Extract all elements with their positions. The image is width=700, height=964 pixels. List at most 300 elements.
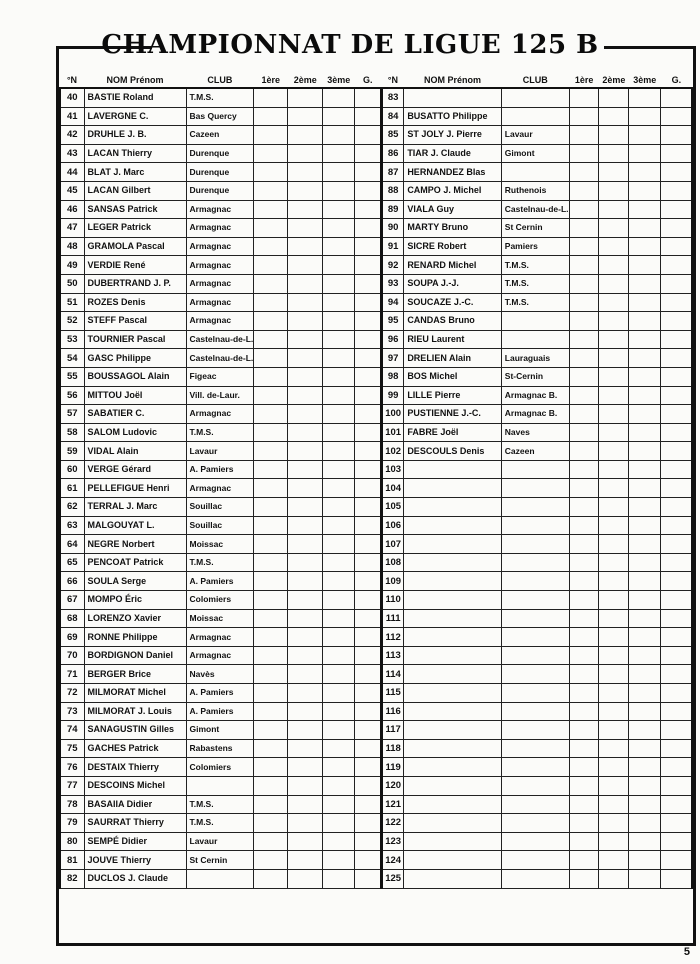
entry-name — [404, 591, 501, 610]
table-row — [382, 516, 692, 535]
entry-number: 60 — [60, 460, 84, 479]
entry-club: Castelnau-de-L. — [501, 200, 569, 219]
entry-name: BASTIE Roland — [84, 88, 186, 107]
result-first-cell — [254, 758, 288, 777]
result-first-cell — [569, 535, 599, 554]
entry-name: FABRE Joël — [404, 423, 501, 442]
entry-club: A. Pamiers — [186, 572, 254, 591]
result-g-cell — [355, 274, 381, 293]
result-first-cell — [254, 869, 288, 888]
table-row — [60, 739, 381, 758]
entry-club: Souillac — [186, 516, 254, 535]
entry-name: BERGER Brice — [84, 665, 186, 684]
result-second-cell — [288, 274, 323, 293]
result-first-cell — [569, 442, 599, 461]
result-g-cell — [355, 646, 381, 665]
result-g-cell — [355, 869, 381, 888]
entry-name: LACAN Gilbert — [84, 181, 186, 200]
entry-name: BLAT J. Marc — [84, 163, 186, 182]
result-third-cell — [323, 386, 355, 405]
entry-name: ST JOLY J. Pierre — [404, 126, 501, 145]
result-second-cell — [599, 107, 629, 126]
entry-number: 42 — [60, 126, 84, 145]
table-row — [60, 851, 381, 870]
col-header-second: 2ème — [599, 72, 629, 88]
result-first-cell — [569, 144, 599, 163]
result-g-cell — [661, 591, 692, 610]
table-row — [382, 535, 692, 554]
result-g-cell — [355, 832, 381, 851]
result-first-cell — [254, 256, 288, 275]
entry-name — [404, 684, 501, 703]
result-g-cell — [355, 776, 381, 795]
entry-name: TOURNIER Pascal — [84, 330, 186, 349]
table-row — [382, 405, 692, 424]
result-first-cell — [569, 237, 599, 256]
result-second-cell — [599, 721, 629, 740]
result-first-cell — [569, 665, 599, 684]
result-first-cell — [569, 516, 599, 535]
entry-name: SOUCAZE J.-C. — [404, 293, 501, 312]
entry-number: 77 — [60, 776, 84, 795]
entry-number: 101 — [382, 423, 404, 442]
entry-number: 61 — [60, 479, 84, 498]
entry-number: 124 — [382, 851, 404, 870]
entry-name: BASAIIA Didier — [84, 795, 186, 814]
result-g-cell — [661, 405, 692, 424]
entry-club — [501, 832, 569, 851]
table-row — [60, 702, 381, 721]
result-third-cell — [629, 237, 661, 256]
entry-name: PENCOAT Patrick — [84, 553, 186, 572]
entry-club — [501, 851, 569, 870]
table-row — [382, 163, 692, 182]
result-g-cell — [355, 684, 381, 703]
table-row — [60, 553, 381, 572]
result-second-cell — [288, 646, 323, 665]
entry-club: Souillac — [186, 498, 254, 517]
result-second-cell — [599, 330, 629, 349]
entry-name — [404, 498, 501, 517]
entry-club: Armagnac B. — [501, 386, 569, 405]
entry-name — [404, 814, 501, 833]
result-first-cell — [569, 739, 599, 758]
entry-number: 70 — [60, 646, 84, 665]
entry-number: 69 — [60, 628, 84, 647]
result-third-cell — [629, 144, 661, 163]
entry-name: VERGE Gérard — [84, 460, 186, 479]
result-third-cell — [629, 256, 661, 275]
table-row — [382, 237, 692, 256]
result-first-cell — [569, 851, 599, 870]
result-second-cell — [599, 163, 629, 182]
entry-club — [186, 869, 254, 888]
entry-name — [404, 479, 501, 498]
result-first-cell — [569, 832, 599, 851]
table-row — [60, 237, 381, 256]
entry-club: T.M.S. — [186, 553, 254, 572]
entry-club: Castelnau-de-L. — [186, 330, 254, 349]
result-second-cell — [288, 237, 323, 256]
result-third-cell — [629, 107, 661, 126]
entry-name: STEFF Pascal — [84, 312, 186, 331]
entry-number: 40 — [60, 88, 84, 107]
entry-number: 111 — [382, 609, 404, 628]
result-g-cell — [355, 88, 381, 107]
result-first-cell — [569, 721, 599, 740]
entry-name: RENARD Michel — [404, 256, 501, 275]
entry-club: Armagnac — [186, 479, 254, 498]
table-row — [60, 405, 381, 424]
result-g-cell — [661, 163, 692, 182]
entry-club — [501, 330, 569, 349]
result-second-cell — [288, 386, 323, 405]
result-g-cell — [661, 814, 692, 833]
result-first-cell — [254, 423, 288, 442]
entry-number: 102 — [382, 442, 404, 461]
result-second-cell — [599, 405, 629, 424]
entry-number: 95 — [382, 312, 404, 331]
result-first-cell — [569, 293, 599, 312]
result-second-cell — [288, 795, 323, 814]
result-first-cell — [569, 163, 599, 182]
result-g-cell — [661, 479, 692, 498]
entry-number: 85 — [382, 126, 404, 145]
entry-club: Armagnac — [186, 274, 254, 293]
result-third-cell — [323, 144, 355, 163]
result-first-cell — [569, 591, 599, 610]
entry-name: SICRE Robert — [404, 237, 501, 256]
result-first-cell — [254, 163, 288, 182]
entry-name: MOMPO Éric — [84, 591, 186, 610]
table-row — [382, 460, 692, 479]
result-first-cell — [569, 423, 599, 442]
entry-club: Moissac — [186, 609, 254, 628]
result-first-cell — [254, 386, 288, 405]
results-table-right-body — [382, 88, 692, 888]
entry-number: 100 — [382, 405, 404, 424]
result-third-cell — [629, 553, 661, 572]
col-header-num: °N — [382, 72, 404, 88]
result-third-cell — [629, 869, 661, 888]
result-first-cell — [254, 814, 288, 833]
entry-club: Moissac — [186, 535, 254, 554]
entry-club: A. Pamiers — [186, 460, 254, 479]
result-first-cell — [569, 256, 599, 275]
result-third-cell — [323, 832, 355, 851]
col-header-name: NOM Prénom — [84, 72, 186, 88]
result-g-cell — [661, 702, 692, 721]
table-row — [382, 219, 692, 238]
table-row — [60, 293, 381, 312]
result-second-cell — [599, 479, 629, 498]
entry-club — [501, 460, 569, 479]
entry-name: BOS Michel — [404, 367, 501, 386]
result-third-cell — [323, 274, 355, 293]
result-third-cell — [323, 256, 355, 275]
entry-number: 53 — [60, 330, 84, 349]
col-header-name: NOM Prénom — [404, 72, 501, 88]
result-g-cell — [355, 219, 381, 238]
result-second-cell — [288, 330, 323, 349]
entry-number: 48 — [60, 237, 84, 256]
table-row — [60, 609, 381, 628]
entry-name: TERRAL J. Marc — [84, 498, 186, 517]
result-third-cell — [323, 628, 355, 647]
entry-name: TIAR J. Claude — [404, 144, 501, 163]
result-first-cell — [569, 479, 599, 498]
entry-name: VIALA Guy — [404, 200, 501, 219]
result-first-cell — [254, 739, 288, 758]
result-g-cell — [355, 479, 381, 498]
entry-club: T.M.S. — [186, 814, 254, 833]
result-g-cell — [355, 721, 381, 740]
entry-club: Colomiers — [186, 758, 254, 777]
result-third-cell — [629, 832, 661, 851]
result-first-cell — [569, 572, 599, 591]
result-first-cell — [254, 181, 288, 200]
table-row — [60, 832, 381, 851]
entry-number: 99 — [382, 386, 404, 405]
entry-number: 84 — [382, 107, 404, 126]
entry-number: 114 — [382, 665, 404, 684]
result-third-cell — [629, 405, 661, 424]
table-row — [382, 144, 692, 163]
entry-name — [404, 460, 501, 479]
result-second-cell — [288, 219, 323, 238]
entry-club — [501, 684, 569, 703]
result-first-cell — [254, 126, 288, 145]
entry-number: 104 — [382, 479, 404, 498]
result-second-cell — [599, 572, 629, 591]
result-second-cell — [599, 442, 629, 461]
entry-club — [501, 665, 569, 684]
entry-name: HERNANDEZ Blas — [404, 163, 501, 182]
entry-club: Armagnac — [186, 646, 254, 665]
entry-name — [404, 721, 501, 740]
table-row — [60, 460, 381, 479]
result-first-cell — [254, 609, 288, 628]
entry-name: CAMPO J. Michel — [404, 181, 501, 200]
result-third-cell — [629, 330, 661, 349]
col-header-first: 1ère — [254, 72, 288, 88]
entry-club: St-Cernin — [501, 367, 569, 386]
table-row — [60, 200, 381, 219]
result-g-cell — [355, 330, 381, 349]
entry-name — [404, 776, 501, 795]
result-second-cell — [288, 200, 323, 219]
entry-club: Figeac — [186, 367, 254, 386]
entry-name — [404, 832, 501, 851]
entry-number: 88 — [382, 181, 404, 200]
table-row — [382, 479, 692, 498]
result-g-cell — [355, 535, 381, 554]
entry-number: 90 — [382, 219, 404, 238]
entry-club: T.M.S. — [186, 423, 254, 442]
result-second-cell — [288, 814, 323, 833]
result-third-cell — [323, 869, 355, 888]
result-third-cell — [629, 814, 661, 833]
entry-number: 121 — [382, 795, 404, 814]
result-second-cell — [599, 628, 629, 647]
col-header-g: G. — [661, 72, 692, 88]
result-third-cell — [323, 684, 355, 703]
entry-number: 78 — [60, 795, 84, 814]
result-second-cell — [599, 237, 629, 256]
entry-club: Gimont — [501, 144, 569, 163]
result-second-cell — [599, 684, 629, 703]
result-third-cell — [629, 460, 661, 479]
result-g-cell — [355, 702, 381, 721]
table-row — [60, 126, 381, 145]
entry-name: ROZES Denis — [84, 293, 186, 312]
table-row — [382, 851, 692, 870]
result-first-cell — [254, 776, 288, 795]
result-second-cell — [599, 516, 629, 535]
entry-club — [501, 535, 569, 554]
entry-number: 45 — [60, 181, 84, 200]
table-row — [60, 144, 381, 163]
entry-club: Lavaur — [186, 832, 254, 851]
result-third-cell — [323, 367, 355, 386]
result-second-cell — [288, 498, 323, 517]
entry-number: 120 — [382, 776, 404, 795]
result-third-cell — [323, 200, 355, 219]
entry-number: 58 — [60, 423, 84, 442]
result-first-cell — [254, 684, 288, 703]
result-g-cell — [355, 795, 381, 814]
table-row — [382, 776, 692, 795]
table-row — [60, 386, 381, 405]
result-third-cell — [323, 516, 355, 535]
entry-number: 105 — [382, 498, 404, 517]
result-first-cell — [254, 572, 288, 591]
entry-number: 123 — [382, 832, 404, 851]
entry-number: 98 — [382, 367, 404, 386]
result-third-cell — [629, 442, 661, 461]
result-first-cell — [254, 535, 288, 554]
result-g-cell — [355, 628, 381, 647]
entry-name: SABATIER C. — [84, 405, 186, 424]
result-third-cell — [629, 126, 661, 145]
entry-club — [501, 591, 569, 610]
entry-name: RIEU Laurent — [404, 330, 501, 349]
entry-club: Durenque — [186, 163, 254, 182]
result-second-cell — [288, 349, 323, 368]
entry-club — [501, 516, 569, 535]
table-row — [382, 274, 692, 293]
entry-number: 92 — [382, 256, 404, 275]
result-g-cell — [355, 851, 381, 870]
result-first-cell — [569, 386, 599, 405]
entry-name: GRAMOLA Pascal — [84, 237, 186, 256]
entry-name: GACHES Patrick — [84, 739, 186, 758]
result-third-cell — [323, 423, 355, 442]
result-second-cell — [288, 869, 323, 888]
result-third-cell — [629, 758, 661, 777]
result-g-cell — [661, 274, 692, 293]
table-row — [60, 181, 381, 200]
table-row — [60, 88, 381, 107]
result-first-cell — [254, 312, 288, 331]
result-g-cell — [355, 442, 381, 461]
result-g-cell — [661, 609, 692, 628]
result-first-cell — [569, 200, 599, 219]
entry-club: Armagnac — [186, 405, 254, 424]
entry-number: 117 — [382, 721, 404, 740]
result-third-cell — [323, 349, 355, 368]
result-g-cell — [355, 107, 381, 126]
result-second-cell — [599, 423, 629, 442]
entry-number: 115 — [382, 684, 404, 703]
result-second-cell — [599, 665, 629, 684]
entry-club — [501, 758, 569, 777]
result-second-cell — [599, 312, 629, 331]
result-first-cell — [569, 126, 599, 145]
result-first-cell — [569, 274, 599, 293]
table-row — [382, 609, 692, 628]
result-g-cell — [661, 758, 692, 777]
result-second-cell — [288, 460, 323, 479]
table-row — [60, 758, 381, 777]
table-row — [60, 721, 381, 740]
result-third-cell — [323, 702, 355, 721]
entry-number: 47 — [60, 219, 84, 238]
table-row — [382, 646, 692, 665]
entry-club — [501, 646, 569, 665]
result-second-cell — [599, 200, 629, 219]
table-row — [60, 479, 381, 498]
entry-name: SALOM Ludovic — [84, 423, 186, 442]
result-g-cell — [661, 739, 692, 758]
result-second-cell — [599, 144, 629, 163]
entry-name — [404, 572, 501, 591]
entry-club — [501, 572, 569, 591]
table-row — [382, 181, 692, 200]
result-second-cell — [288, 442, 323, 461]
entry-club — [501, 814, 569, 833]
entry-name — [404, 665, 501, 684]
table-row — [60, 256, 381, 275]
entry-number: 94 — [382, 293, 404, 312]
entry-club: Armagnac — [186, 200, 254, 219]
result-third-cell — [629, 776, 661, 795]
result-g-cell — [661, 219, 692, 238]
entry-name: DESTAIX Thierry — [84, 758, 186, 777]
result-second-cell — [599, 832, 629, 851]
entry-name: SAURRAT Thierry — [84, 814, 186, 833]
entry-name — [404, 758, 501, 777]
result-first-cell — [569, 88, 599, 107]
table-row — [60, 869, 381, 888]
entry-number: 65 — [60, 553, 84, 572]
result-first-cell — [254, 442, 288, 461]
table-row — [60, 367, 381, 386]
result-first-cell — [254, 274, 288, 293]
entry-number: 51 — [60, 293, 84, 312]
result-first-cell — [569, 646, 599, 665]
result-second-cell — [288, 591, 323, 610]
result-first-cell — [569, 795, 599, 814]
result-second-cell — [599, 274, 629, 293]
result-first-cell — [254, 832, 288, 851]
result-g-cell — [355, 739, 381, 758]
entry-club: Pamiers — [501, 237, 569, 256]
result-third-cell — [629, 702, 661, 721]
result-g-cell — [661, 776, 692, 795]
result-third-cell — [629, 646, 661, 665]
entry-name — [404, 646, 501, 665]
